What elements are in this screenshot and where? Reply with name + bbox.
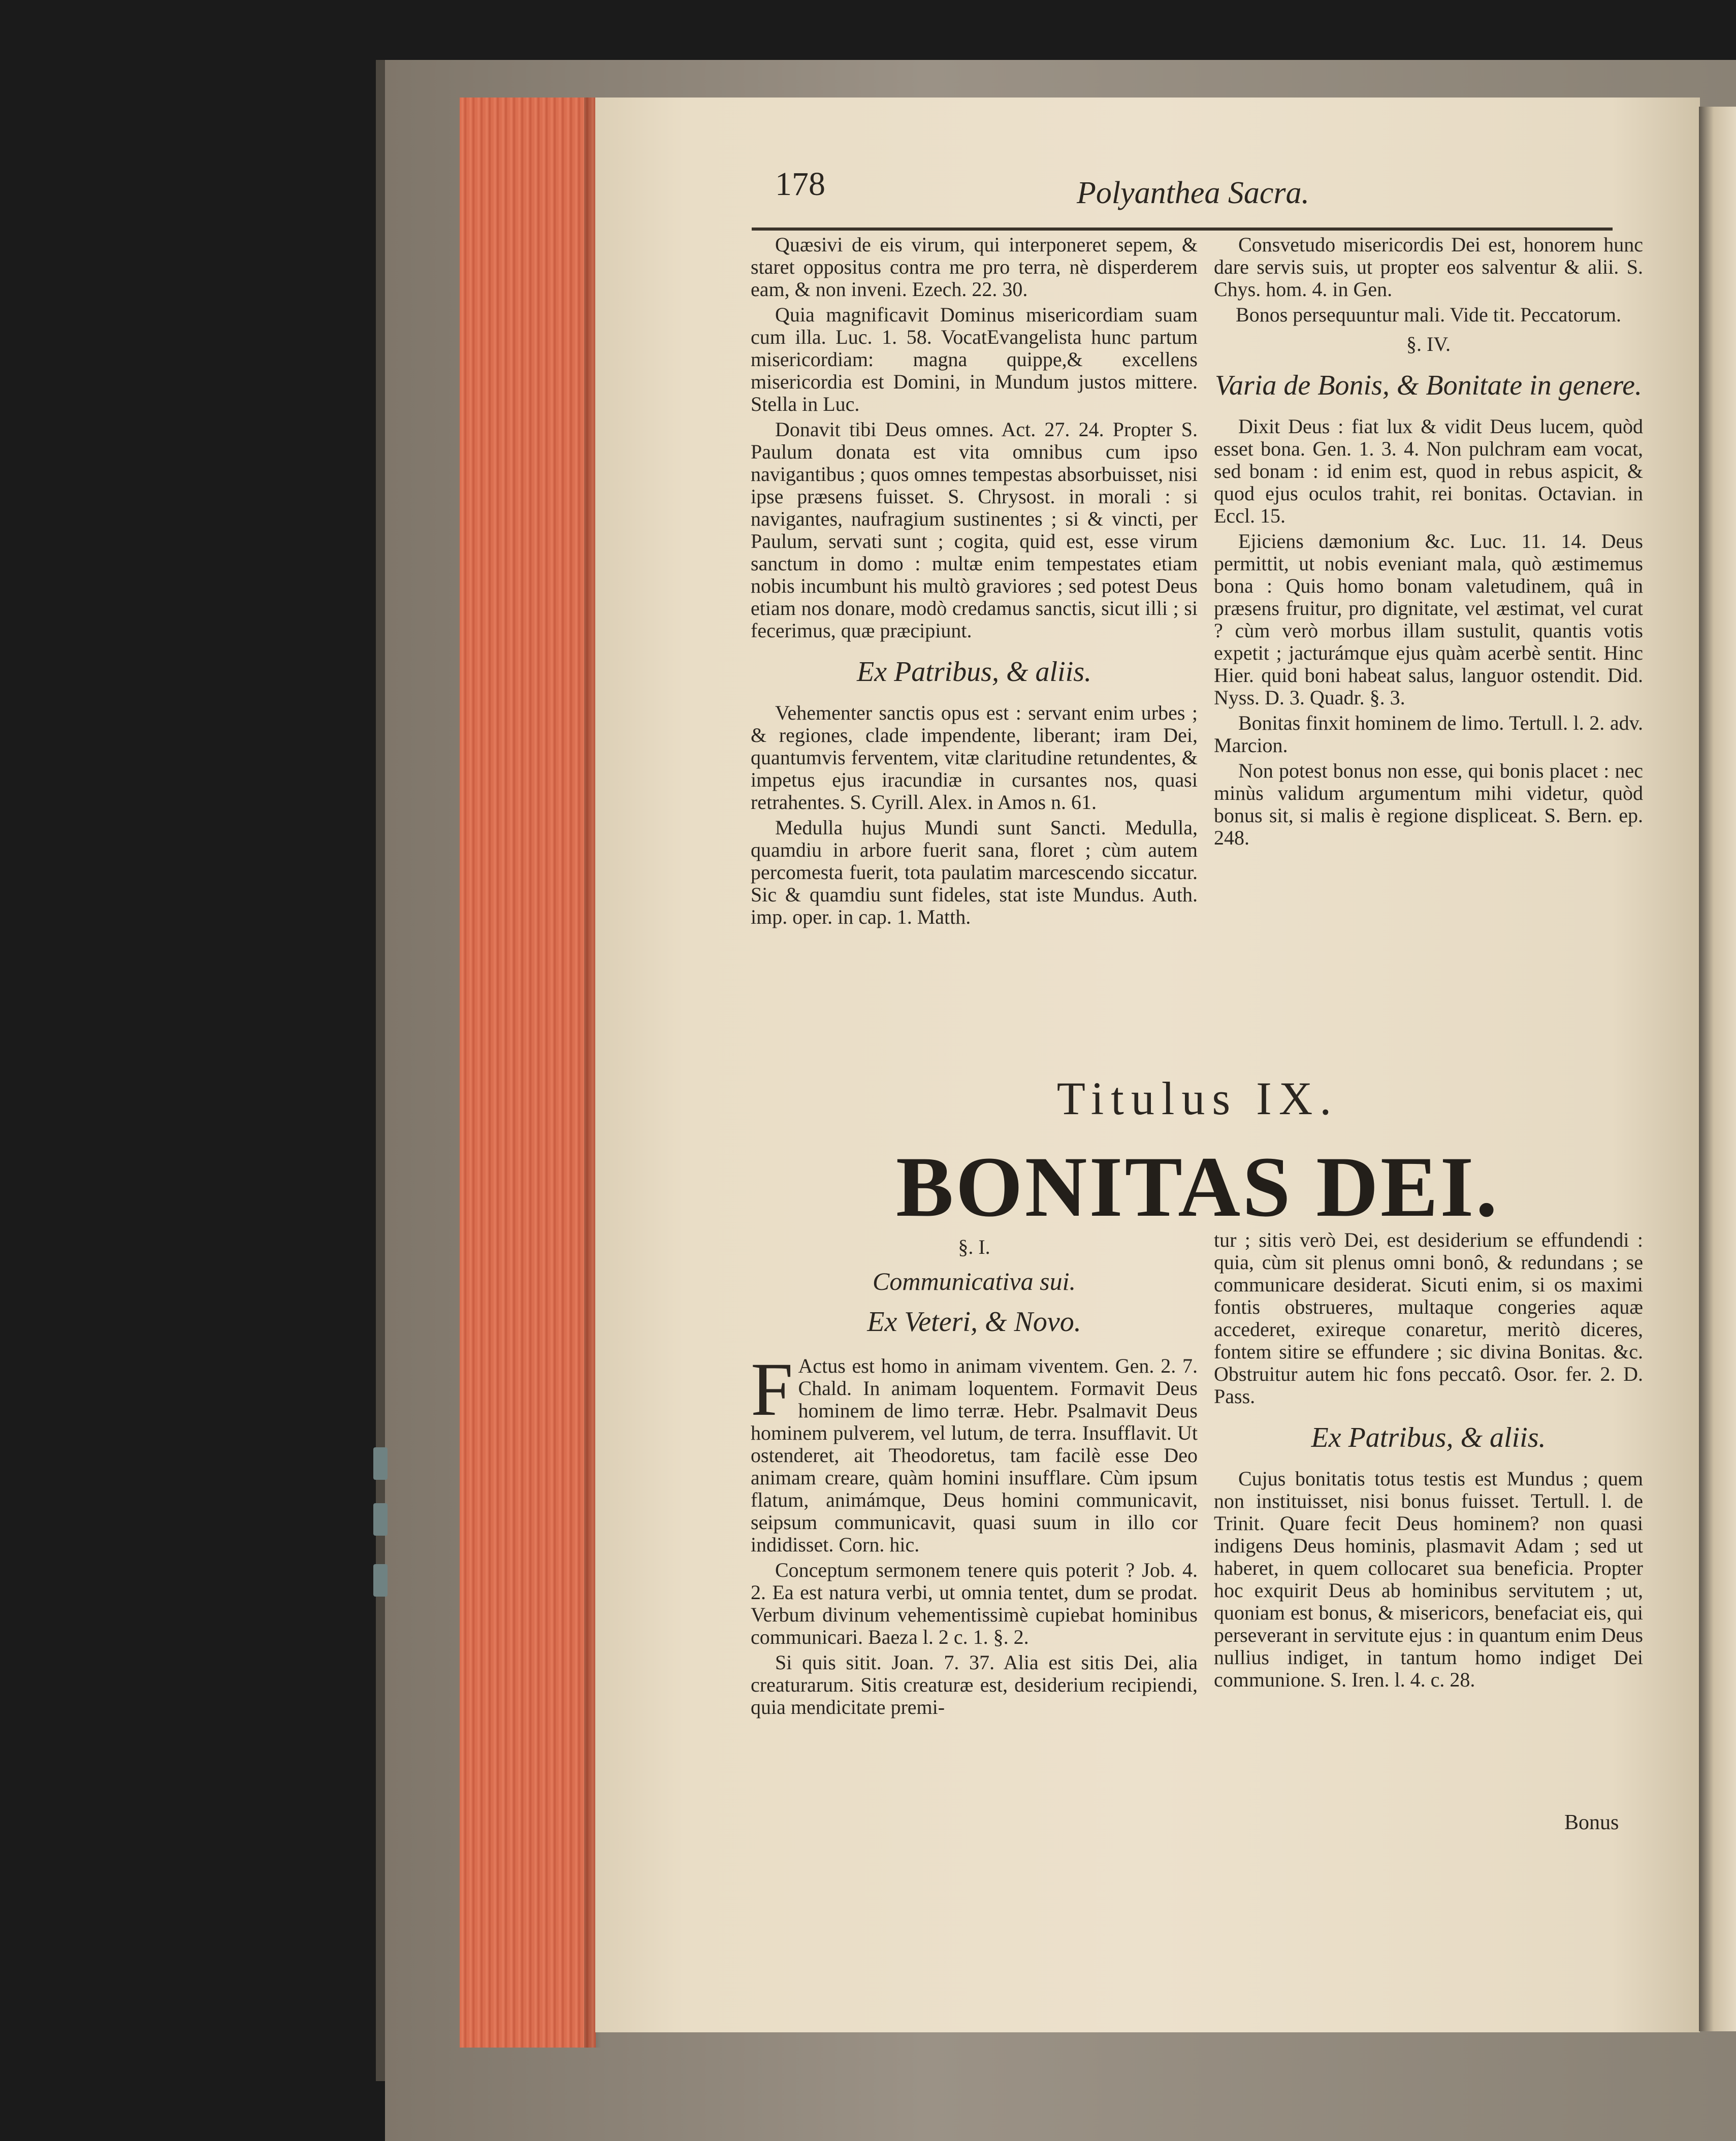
- paragraph: Ejiciens dæmonium &c. Luc. 11. 14. Deus permittit, ut nobis eveniant mala, quò æstimemus bona : Quis homo bonam valetudinem, quâ in præsens fruitur, pro dignitate, vel æstimat, vel curat ? cùm verò morbus illam sustulit, quantis votis expetit ; jacturámque ejus quàm acerbè sentit. Hinc Hier. quid boni habeat salus, languor ostendit. Did. Nyss. D. 3. Quadr. §. 3.: [1214, 530, 1643, 709]
- section-number: §. IV.: [1406, 333, 1451, 355]
- drop-capital: F: [751, 1347, 793, 1432]
- paragraph: Conceptum sermonem tenere quis poterit ? Job. 4. 2. Ea est natura verbi, ut omnia tentet, dum se prodat. Verbum divinum vehementissimè cupiebat hominibus communicari. Baeza l. 2 c. 1. §. 2.: [751, 1559, 1198, 1648]
- catchword: Bonus: [1564, 1811, 1619, 1834]
- right-column-bottom: [1214, 1229, 1643, 1694]
- section-heading: Ex Patribus, & aliis.: [1311, 1422, 1546, 1453]
- paragraph-text: Actus est homo in animam viventem. Gen. 2. 7. Chald. In animam loquentem. Formavit Deus hominem de limo terræ. Hebr. Psalmavit Deus hominem pulverem, vel lutum, de terra. Insufflavit. Ut ostenderet, ait Theodoretus, tam facilè esse Deo animam creare, quàm homini insufflare. Cùm ipsum flatum, animámque, Deus homini communicavit, seipsum communicavit, quasi suum in illo cor indidisset. Corn. hic.: [751, 1354, 1198, 1556]
- left-column-top: [751, 234, 1198, 931]
- facing-page-edge: [1699, 107, 1736, 2031]
- paragraph: Quæsivi de eis virum, qui interponeret sepem, & staret oppositus contra me pro terra, nè disperderem eam, & non inveni. Ezech. 22. 30.: [751, 233, 1198, 301]
- main-title: BONITAS DEI.: [896, 1139, 1499, 1235]
- paragraph: Bonitas finxit hominem de limo. Tertull. l. 2. adv. Marcion.: [1214, 711, 1643, 757]
- cross-reference: Bonos persequuntur mali. Vide tit. Peccatorum.: [1236, 303, 1621, 326]
- section-number: §. I.: [958, 1236, 990, 1258]
- paragraph: [751, 1347, 1198, 1556]
- running-title: Polyanthea Sacra.: [1077, 176, 1310, 210]
- right-column-top: [1214, 234, 1643, 852]
- red-page-edges: [460, 98, 596, 2048]
- paragraph: Cujus bonitatis totus testis est Mundus ; quem non instituisset, nisi bonus fuisset. Tertull. l. de Trinit. Quare fecit Deus hominem? non quasi indigens Deus hominis, plasmavit Adam ; sed ut haberet, in quem collocaret sua beneficia. Propter hoc exquirit Deus ab hominibus servitutem ; ut, quoniam est bonus, & misericors, benefaciat eis, qui perseverant in servitute ejus : in quantum enim Deus nullius indiget, in tantum homo indiget Dei communione. S. Iren. l. 4. c. 28.: [1214, 1467, 1643, 1691]
- page-number: 178: [775, 166, 825, 203]
- section-heading: Ex Patribus, & aliis.: [857, 656, 1091, 688]
- paragraph: Non potest bonus non esse, qui bonis placet : nec minùs validum argumentum mihi videtur, quòd bonus sit, si malis è regione displiceat. S. Bern. ep. 248.: [1214, 759, 1643, 849]
- paragraph: Vehementer sanctis opus est : servant enim urbes ; & regiones, clade impendente, liberant; iram Dei, quantumvis ferventem, vitæ claritudine retundentes, & impetus ejus iracundiæ in cursantes nos, quasi retrahentes. S. Cyrill. Alex. in Amos n. 61.: [751, 701, 1198, 814]
- section-heading: Ex Veteri, & Novo.: [867, 1306, 1081, 1338]
- section-heading: Communicativa sui.: [873, 1267, 1076, 1295]
- section-heading: Varia de Bonis, & Bonitate in genere.: [1215, 370, 1642, 401]
- header-rule: [752, 228, 1613, 231]
- paragraph: Si quis sitit. Joan. 7. 37. Alia est sitis Dei, alia creaturarum. Sitis creaturæ est, desiderium recipiendi, quia mendicitate premi-: [751, 1651, 1198, 1718]
- binding-clasp: [373, 1447, 388, 1480]
- binding-clasp: [373, 1503, 388, 1536]
- binding-clasp: [373, 1564, 388, 1597]
- paragraph: Medulla hujus Mundi sunt Sancti. Medulla, quamdiu in arbore fuerit sana, floret ; cùm autem percomesta fuerit, tota paulatim marcescendo siccatur. Sic & quamdiu sunt fideles, stat iste Mundus. Auth. imp. oper. in cap. 1. Matth.: [751, 816, 1198, 928]
- paragraph: Quia magnificavit Dominus misericordiam suam cum illa. Luc. 1. 58. VocatEvangelista hunc partum misericordiam: magna quippe,& excellens misericordia est Domini, in Mundum justos mittere. Stella in Luc.: [751, 303, 1198, 415]
- titulus-heading: Titulus IX.: [1056, 1073, 1339, 1124]
- paragraph: tur ; sitis verò Dei, est desiderium se effundendi : quia, cùm sit plenus omni bonô, & redundans ; se communicare desiderat. Sicuti enim, si os maximi fontis obstrueres, multaque congeries aquæ accederet, exireque conaretur, meritò diceres, fontem sitire se effundere ; sic divina Bonitas. &c. Obstruitur autem hic fons peccatô. Osor. fer. 2. D. Pass.: [1214, 1228, 1643, 1408]
- paragraph: Donavit tibi Deus omnes. Act. 27. 24. Propter S. Paulum donata est vita omnibus cum ipso navigantibus ; quos omnes tempestas absorbuisset, nisi ipse præsens fuisset. S. Chrysost. in morali : si navigantes, naufragium sustinentes ; si & vincti, per Paulum, servati sunt ; cogita, quid est, esse virum sanctum in domo : multæ enim tempestates etiam nobis incumbunt his multò graviores ; sed potest Deus etiam nos donare, modò credamus sanctis, sicut illi ; si fecerimus, quæ præcipiunt.: [751, 418, 1198, 642]
- paragraph: Dixit Deus : fiat lux & vidit Deus lucem, quòd esset bona. Gen. 1. 3. 4. Non pulchram eam vocat, sed bonam : id enim est, quod in rebus aspicit, & quod ejus oculos trahit, rei bonitas. Octavian. in Eccl. 15.: [1214, 415, 1643, 527]
- left-column-bottom: [751, 1229, 1198, 1722]
- paragraph: Consvetudo misericordis Dei est, honorem hunc dare servis suis, ut propter eos salventur & alii. S. Chys. hom. 4. in Gen.: [1214, 233, 1643, 301]
